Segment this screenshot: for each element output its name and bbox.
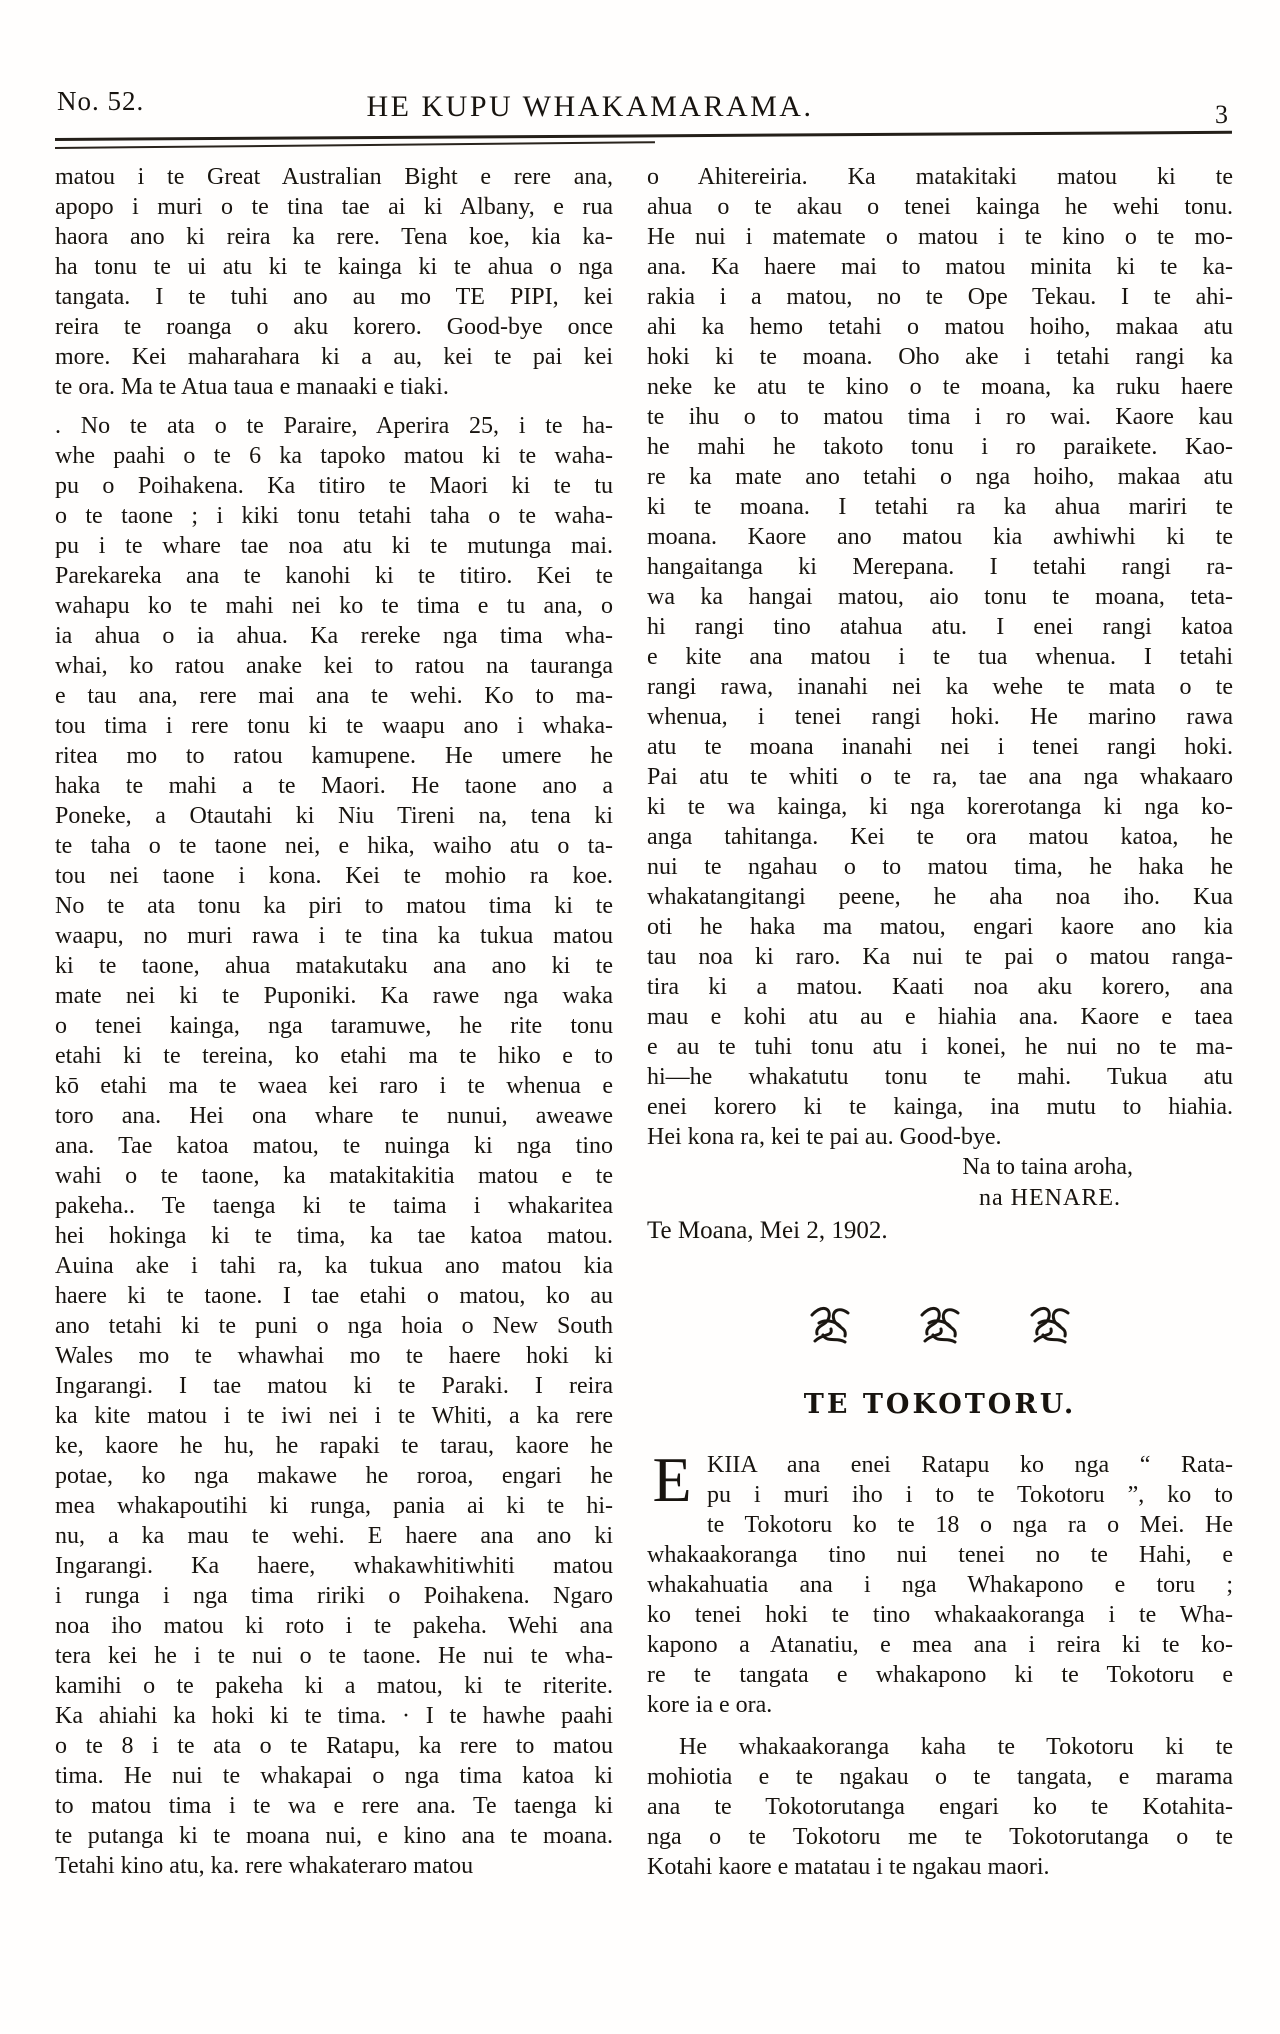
text-line: anga tahitanga. Kei te ora matou katoa, he <box>647 824 1233 850</box>
text-line: ki te moana. I tetahi ra ka ahua mariri te <box>647 494 1233 520</box>
text-line: whakahuatia ana i nga Whakapono e toru ; <box>647 1572 1233 1598</box>
text-line: kore ia e ora. <box>647 1692 773 1718</box>
text-line: o Ahitereiria. Ka matakitaki matou ki te <box>647 164 1233 190</box>
text-line: re te tangata e whakapono ki te Tokotoru e <box>647 1662 1233 1688</box>
text-columns <box>55 162 1233 1882</box>
fleuron-icon <box>1027 1301 1073 1347</box>
text-line: haora ano ki reira ka rere. Tena koe, kia ka- <box>55 224 613 250</box>
text-line: nu, a ka mau te wehi. E haere ana ano ki <box>55 1523 613 1549</box>
text-line: He whakaakoranga kaha te Tokotoru ki te <box>679 1734 1233 1760</box>
text-line: ke, kaore he hu, he rapaki te tarau, kaore he <box>55 1433 613 1459</box>
text-line: enei korero ki te kainga, ina mutu to hiahia. <box>647 1094 1233 1120</box>
text-line: waapu, no muri rawa i te tina ka tukua matou <box>55 923 613 949</box>
text-line: neke ke atu te kino o te moana, ka ruku haere <box>647 374 1233 400</box>
text-line: ha tonu te ui atu ki te kainga ki te ahua o nga <box>55 254 613 280</box>
column-right <box>647 162 1233 1882</box>
text-line: Parekareka ana te kanohi ki te titiro. Kei te <box>55 563 613 589</box>
text-line: o te 8 i te ata o te Ratapu, ka rere to matou <box>55 1733 613 1759</box>
text-line: Ingarangi. Ka haere, whakawhitiwhiti matou <box>55 1553 613 1579</box>
text-line: e tau ana, rere mai ana te wehi. Ko to ma- <box>55 683 613 709</box>
text-line: noa iho matou ki roto i te pakeha. Wehi ana <box>55 1613 613 1639</box>
text-line: haka te mahi a te Maori. He taone ano a <box>55 773 613 799</box>
text-line: hi—he whakatutu tonu te mahi. Tukua atu <box>647 1064 1233 1090</box>
text-line: he mahi he takoto tonu i ro paraikete. Kao- <box>647 434 1233 460</box>
text-line: Tetahi kino atu, ka. rere whakateraro matou <box>55 1853 474 1879</box>
text-line: KIIA ana enei Ratapu ko nga “ Rata- <box>707 1452 1233 1478</box>
text-line: tau noa ki raro. Ka nui te pai o matou ranga- <box>647 944 1233 970</box>
text-line: hi rangi tino atahua atu. I enei rangi katoa <box>647 614 1233 640</box>
text-line: Ingarangi. I tae matou ki te Paraki. I reira <box>55 1373 613 1399</box>
text-line: rakia i a matou, no te Ope Tekau. I te ahi- <box>647 284 1233 310</box>
paragraph <box>55 411 613 1881</box>
issue-number: No. 52. <box>57 86 145 116</box>
text-line: kō etahi ma te waea kei raro i te whenua e <box>55 1073 613 1099</box>
text-line: pu i te whare tae noa atu ki te mutunga mai. <box>55 533 613 559</box>
text-line: nui te ngahau o to matou tima, he haka he <box>647 854 1233 880</box>
text-line: mate nei ki te Puponiki. Ka rawe nga waka <box>55 983 613 1009</box>
text-line: ahi ka hemo tetahi o matou hoiho, makaa atu <box>647 314 1233 340</box>
text-line: Ka ahiahi ka hoki ki te tima. · I te hawhe paahi <box>55 1703 613 1729</box>
text-line: te ihu o to matou tima i ro wai. Kaore kau <box>647 404 1233 430</box>
text-line: ano tetahi ki te puni o nga hoia o New South <box>55 1313 613 1339</box>
text-line: te ora. Ma te Atua taua e manaaki e tiaki. <box>55 374 449 400</box>
text-line: e kite ana matou i te tua whenua. I tetahi <box>647 644 1233 670</box>
paragraph <box>647 1732 1233 1882</box>
text-line: tangata. I te tuhi ano au mo TE PIPI, kei <box>55 284 613 310</box>
text-line: ki te taone, ahua matakutaku ana ano ki te <box>55 953 613 979</box>
column-left <box>55 162 613 1882</box>
text-line: apopo i muri o te tina tae ai ki Albany, e rua <box>55 194 613 220</box>
paragraph <box>647 162 1233 1152</box>
text-line: whakaakoranga tino nui tenei no te Hahi, e <box>647 1542 1233 1568</box>
text-line: tou tima i rere tonu ki te waapu ano i whaka- <box>55 713 613 739</box>
text-line: te taha o te taone nei, e hika, waiho atu o ta- <box>55 833 613 859</box>
text-line: e au te tuhi tonu atu i konei, he nui no te ma- <box>647 1034 1233 1060</box>
drop-cap: E <box>652 1444 692 1515</box>
text-line: . No te ata o te Paraire, Aperira 25, i te ha- <box>55 413 613 439</box>
signature-line: Na to taina aroha, <box>962 1154 1133 1180</box>
text-line: ka kite matou i te iwi nei i te Whiti, a ka rere <box>55 1403 613 1429</box>
text-line: tera kei he i te nui o te taone. He nui te wha- <box>55 1643 613 1669</box>
text-line: Hei kona ra, kei te pai au. Good-bye. <box>647 1124 1002 1150</box>
text-line: to matou tima i te wa e rere ana. Te taenga ki <box>55 1793 613 1819</box>
text-line: ahua o te akau o tenei kainga he wehi tonu. <box>647 194 1233 220</box>
text-line: atu te moana inanahi nei i tenei rangi hoki. <box>647 734 1233 760</box>
text-line: tima. He nui te whakapai o nga tima katoa ki <box>55 1763 613 1789</box>
text-line: rangi rawa, inanahi nei ka wehe te mata o te <box>647 674 1233 700</box>
text-line: hei hokinga ki te tima, ka tae katoa matou. <box>55 1223 613 1249</box>
text-line: Pai atu te whiti o te ra, tae ana nga whakaaro <box>647 764 1233 790</box>
masthead-title: HE KUPU WHAKAMARAMA. <box>366 90 814 123</box>
text-line: etahi ki te tereina, ko etahi ma te hiko e to <box>55 1043 613 1069</box>
text-line: moana. Kaore ano matou kia awhiwhi ki te <box>647 524 1233 550</box>
text-line: whai, ko ratou anake kei to ratou na tauranga <box>55 653 613 679</box>
text-line: reira te roanga o aku korero. Good-bye once <box>55 314 613 340</box>
text-line: nga o te Tokotoru me te Tokotorutanga o te <box>647 1824 1233 1850</box>
text-line: haere ki te taone. I tae etahi o matou, ko au <box>55 1283 613 1309</box>
text-line: mau e kohi atu au e hiahia ana. Kaore e taea <box>647 1004 1233 1030</box>
text-line: oti he haka ma matou, engari kaore ano kia <box>647 914 1233 940</box>
article-title: TE TOKOTORU. <box>803 1389 1077 1420</box>
text-line: ana te Tokotorutanga engari ko te Kotahita- <box>647 1794 1233 1820</box>
text-line: wa ka hangai matou, aio tonu te moana, teta- <box>647 584 1233 610</box>
fleuron-icon <box>807 1301 853 1347</box>
page-header <box>0 0 1280 160</box>
text-line: mea whakapoutihi ki runga, pania ai ki te hi- <box>55 1493 613 1519</box>
text-line: No te ata tonu ka piri to matou tima ki te <box>55 893 613 919</box>
text-line: ki te wa kainga, ki nga korerotanga ki nga ko- <box>647 794 1233 820</box>
text-line: Wales mo te whawhai mo te haere hoki ki <box>55 1343 613 1369</box>
text-line: pu o Poihakena. Ka titiro te Maori ki te tu <box>55 473 613 499</box>
text-line: ko tenei hoki te tino whakaakoranga i te Wha- <box>647 1602 1233 1628</box>
text-line: ia ahua o ia ahua. Ka rereke nga tima wha- <box>55 623 613 649</box>
paragraph-dropcap <box>647 1444 1233 1720</box>
text-line: potae, ko nga makawe he roroa, engari he <box>55 1463 613 1489</box>
ornament-row <box>647 1301 1233 1347</box>
fleuron-icon <box>917 1301 963 1347</box>
text-line: hangaitanga ki Merepana. I tetahi rangi ra- <box>647 554 1233 580</box>
text-line: o te taone ; i kiki tonu tetahi taha o te waha- <box>55 503 613 529</box>
text-line: whe paahi o te 6 ka tapoko matou ki te waha- <box>55 443 613 469</box>
text-line: re ka mate ano tetahi o nga hoiho, makaa atu <box>647 464 1233 490</box>
text-line: o tenei kainga, nga taramuwe, he rite tonu <box>55 1013 613 1039</box>
text-line: i runga i nga tima ririki o Poihakena. Ngaro <box>55 1583 613 1609</box>
text-line: tou nei taone i kona. Kei te mohio ra koe. <box>55 863 613 889</box>
page-number: 3 <box>1215 100 1228 129</box>
header-rule-secondary <box>55 141 655 149</box>
text-line: Kotahi kaore e matatau i te ngakau maori. <box>647 1854 1050 1880</box>
text-line: Auina ake i tahi ra, ka tukua ano matou kia <box>55 1253 613 1279</box>
header-rule <box>55 131 1232 141</box>
text-line: matou i te Great Australian Bight e rere ana, <box>55 164 613 190</box>
text-line: wahi o te taone, ka matakitakitia matou e te <box>55 1163 613 1189</box>
text-line: toro ana. Hei ona whare te nunui, aweawe <box>55 1103 613 1129</box>
text-line: kamihi o te pakeha ki a matou, ki te riterite. <box>55 1673 613 1699</box>
text-line: pu i muri iho i to te Tokotoru ”, ko to <box>707 1482 1233 1508</box>
text-line: mohiotia e te ngakau o te tangata, e marama <box>647 1764 1233 1790</box>
text-line: hoki ki te moana. Oho ake i tetahi rangi ka <box>647 344 1233 370</box>
dateline: Te Moana, Mei 2, 1902. <box>647 1217 888 1244</box>
text-line: te putanga ki te moana nui, e kino ana te moana. <box>55 1823 613 1849</box>
text-line: tira ki a matou. Kaati noa aku korero, ana <box>647 974 1233 1000</box>
text-line: wahapu ko te mahi nei ko te tima e tu ana, o <box>55 593 613 619</box>
text-line: pakeha.. Te taenga ki te taima i whakaritea <box>55 1193 613 1219</box>
text-line: Poneke, a Otautahi ki Niu Tireni na, tena ki <box>55 803 613 829</box>
text-line: whenua, i tenei rangi hoki. He marino rawa <box>647 704 1233 730</box>
signature-name: na HENARE. <box>979 1185 1121 1211</box>
text-line: more. Kei maharahara ki a au, kei te pai kei <box>55 344 613 370</box>
text-line: kapono a Atanatiu, e mea ana i reira ki te ko- <box>647 1632 1233 1658</box>
text-line: He nui i matemate o matou i te kino o te mo- <box>647 224 1233 250</box>
text-line: ana. Ka haere mai to matou minita ki te ka- <box>647 254 1233 280</box>
paragraph <box>55 162 613 402</box>
text-line: whakatangitangi peene, he aha noa iho. Kua <box>647 884 1233 910</box>
text-line: ana. Tae katoa matou, te nuinga ki nga tino <box>55 1133 613 1159</box>
signature-block <box>647 1152 1233 1247</box>
text-line: te Tokotoru ko te 18 o nga ra o Mei. He <box>707 1512 1233 1538</box>
text-line: ritea mo to ratou kamupene. He umere he <box>55 743 613 769</box>
